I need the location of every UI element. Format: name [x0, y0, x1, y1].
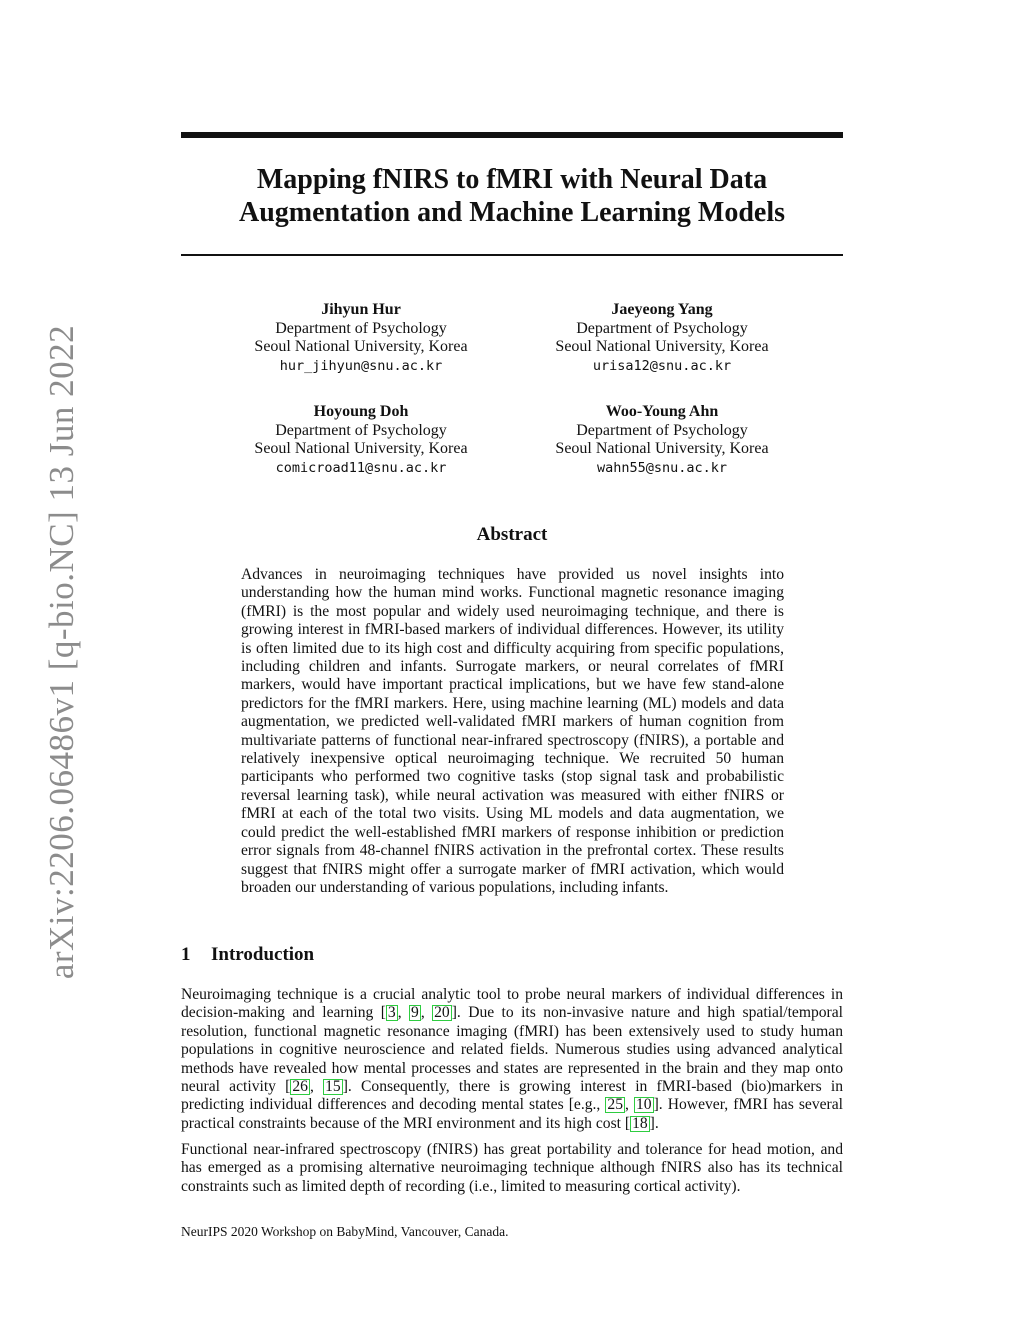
author-block — [512, 301, 812, 375]
citation-link[interactable]: 10 — [635, 1096, 652, 1114]
author-email[interactable]: hur_jihyun@snu.ac.kr — [279, 357, 443, 374]
paragraph-text: Neuroimaging technique is a crucial analytic tool to probe neural markers of individual differences in decision-making and learning [ — [181, 986, 843, 1022]
citation-link[interactable]: 3 — [387, 1004, 396, 1022]
author-name: Woo-Young Ahn — [605, 403, 719, 420]
author-block — [211, 403, 511, 477]
citation-separator: , — [625, 1096, 634, 1114]
author-department: Department of Psychology — [275, 319, 447, 337]
author-email[interactable]: urisa12@snu.ac.kr — [592, 357, 732, 374]
author-department: Department of Psychology — [576, 319, 748, 337]
author-block — [512, 403, 812, 477]
paper-title — [181, 163, 843, 229]
section-heading-introduction — [181, 944, 314, 966]
author-name: Jaeyeong Yang — [611, 301, 713, 318]
title-line-2: Augmentation and Machine Learning Models — [238, 197, 786, 228]
author-department: Department of Psychology — [576, 421, 748, 439]
arxiv-identifier: arXiv:2206.06486v1 [q-bio.NC] 13 Jun 2022 — [42, 324, 81, 980]
citation-link[interactable]: 26 — [292, 1078, 308, 1096]
title-rule-top — [181, 132, 843, 138]
citation-link[interactable]: 18 — [632, 1114, 648, 1132]
author-affiliation: Seoul National University, Korea — [254, 440, 468, 457]
paragraph-text: ]. However, fMRI has several practical constraints because of the MRI environment and its high cost [ — [181, 1096, 843, 1132]
paragraph-text: ]. Consequently, there is growing interest in fMRI-based (bio)markers in predicting individual differences and decoding mental states [e.g., — [181, 1078, 844, 1114]
abstract-text: Advances in neuroimaging techniques have provided us novel insights into understanding how the human mind works. Functional magnetic resonance imaging (fMRI) is the most popular and widely used neuroimaging technique, and there is growing interest in fMRI-based markers of individual differences. However, its utility is often limited due to its high cost and difficulty acquiring from specific populations, including children and infants. Surrogate markers, or neural correlates of fMRI markers, would have important practical implications, but we have few stand-alone predictors for the fMRI markers. Here, using machine learning (ML) models and data augmentation, we predicted well-validated fMRI markers of human cognition from multivariate patterns of functional near-infrared spectroscopy (fNIRS), a portable and relatively inexpensive optical neuroimaging technique. We recruited 50 human participants who performed two cognitive tasks (stop signal task and probabilistic reversal learning task), while neural activation was measured with either fNIRS or fMRI at each of the total two visits. Using ML models and data augmentation, we could predict the well-established fMRI markers of response inhibition or prediction error signals from 48-channel fNIRS activation in the prefrontal cortex. These results suggest that fNIRS might offer a surrogate marker of fMRI activation, which would broaden our understanding of various populations, including infants. — [241, 566, 784, 896]
citation-link[interactable]: 25 — [607, 1096, 623, 1114]
footnote-venue: NeurIPS 2020 Workshop on BabyMind, Vancouver, Canada. — [181, 1224, 509, 1239]
author-affiliation: Seoul National University, Korea — [555, 440, 769, 457]
author-email[interactable]: wahn55@snu.ac.kr — [596, 459, 728, 476]
author-affiliation: Seoul National University, Korea — [254, 338, 468, 355]
introduction-paragraph-1 — [181, 986, 843, 1133]
abstract-heading: Abstract — [476, 524, 548, 545]
introduction-paragraph-2: Functional near-infrared spectroscopy (fNIRS) has great portability and tolerance for head motion, and has emerged as a promising alternative neuroimaging technique although fNIRS also has its technical constraints such as limited depth of recording (i.e., limited to measuring cortical activity). — [181, 1141, 843, 1195]
paragraph-text: ]. — [649, 1114, 659, 1132]
author-name: Hoyoung Doh — [313, 403, 409, 420]
author-email[interactable]: comicroad11@snu.ac.kr — [275, 459, 447, 476]
section-title: Introduction — [211, 944, 315, 965]
citation-link[interactable]: 20 — [434, 1004, 450, 1022]
citation-separator: , — [420, 1004, 433, 1022]
author-affiliation: Seoul National University, Korea — [555, 338, 769, 355]
paragraph-text: ]. Due to its non-invasive nature and high spatial/temporal resolution, functional magnetic resonance imaging (fMRI) has been extensively used to study human populations in cognitive neuroscience and related fields. Numerous studies using advanced analytical methods have revealed how mental processes and states are represented in the brain and they map onto neural activity [ — [181, 1004, 843, 1096]
author-name: Jihyun Hur — [321, 301, 401, 318]
title-rule-bottom — [181, 254, 843, 256]
citation-link[interactable]: 9 — [411, 1004, 419, 1022]
citation-link[interactable]: 15 — [325, 1078, 341, 1096]
citation-separator: , — [309, 1078, 324, 1096]
author-block — [211, 301, 511, 375]
title-line-1: Mapping fNIRS to fMRI with Neural Data — [256, 164, 768, 195]
citation-separator: , — [397, 1004, 410, 1022]
author-department: Department of Psychology — [275, 421, 447, 439]
section-number: 1 — [181, 944, 191, 965]
